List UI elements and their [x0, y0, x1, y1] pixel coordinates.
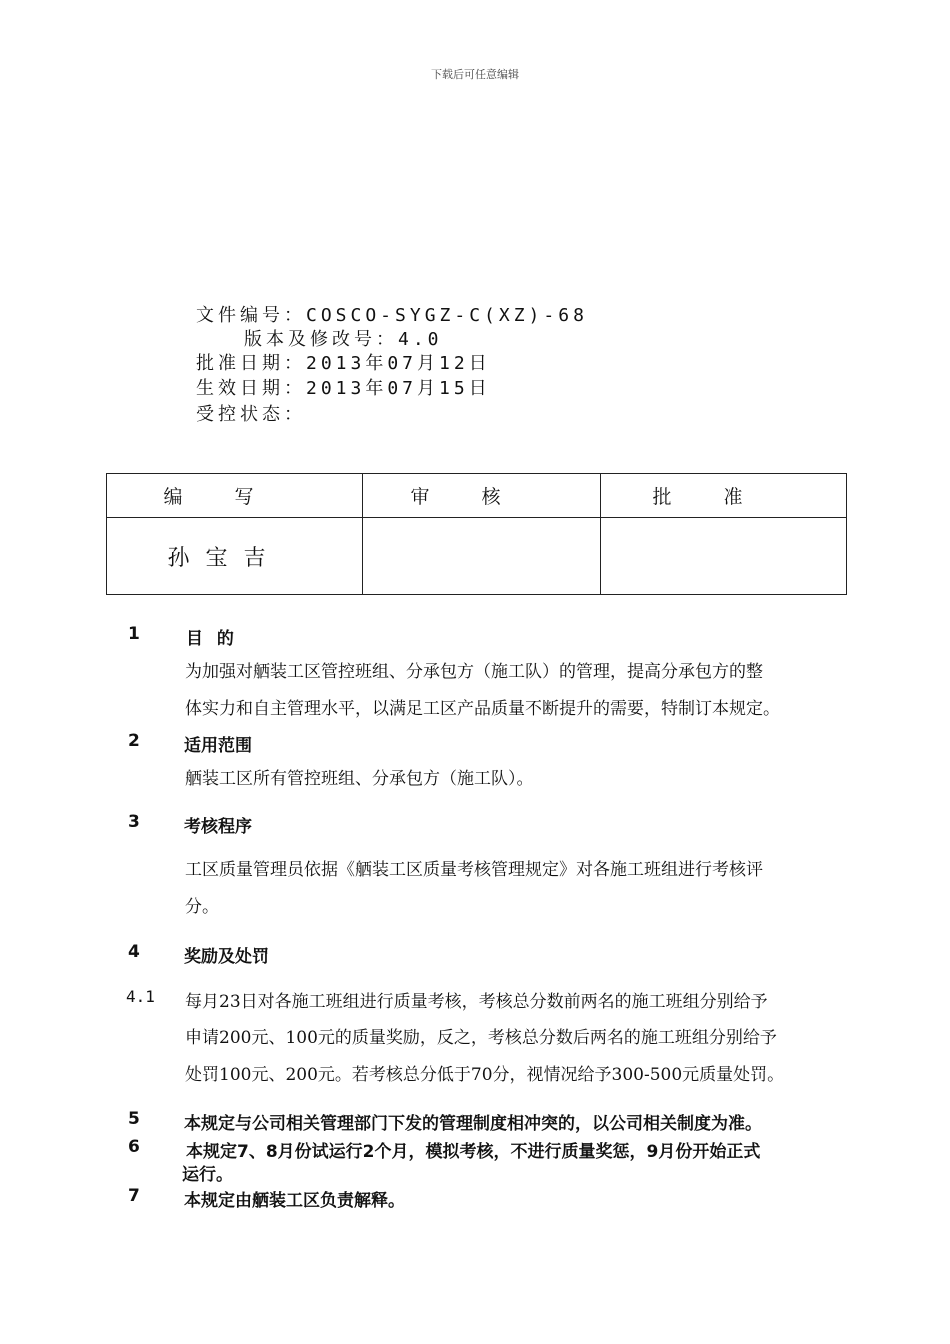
section-2-line-1: 舾装工区所有管控班组、分承包方（施工队）。 — [185, 769, 534, 789]
watermark: 下载后可任意编辑 — [431, 68, 519, 81]
signature-value-row — [107, 518, 847, 595]
section-4-1-line-3: 处罚100元、200元。若考核总分低于70分，视情况给予300-500元质量处罚。 — [185, 1065, 785, 1085]
section-7-text: 本规定由舾装工区负责解释。 — [184, 1191, 405, 1211]
signature-table — [106, 473, 847, 595]
author-cell — [107, 518, 363, 595]
section-4-1-line-1: 每月23日对各施工班组进行质量考核，考核总分数前两名的施工班组分别给予 — [185, 992, 768, 1012]
section-4-1-number: 4.1 — [126, 987, 155, 1006]
header-approver: 批准 — [601, 474, 847, 518]
section-4-1-line-2: 申请200元、100元的质量奖励，反之，考核总分数后两名的施工班组分别给予 — [185, 1028, 777, 1048]
doc-number-label: 文件编号： — [196, 305, 306, 326]
approver-cell — [601, 518, 847, 595]
effective-date: 2013年07月15日 — [306, 378, 491, 399]
section-3-title: 考核程序 — [184, 817, 252, 837]
control-status-label: 受控状态： — [196, 404, 306, 425]
section-3-line-2: 分。 — [185, 897, 219, 917]
signature-header-row — [107, 474, 847, 518]
section-6-number: 6 — [128, 1137, 140, 1157]
version-line — [244, 325, 443, 351]
approve-date-label: 批准日期： — [196, 353, 306, 374]
version: 4.0 — [398, 329, 443, 350]
section-7-number: 7 — [128, 1186, 140, 1206]
section-3-line-1: 工区质量管理员依据《舾装工区质量考核管理规定》对各施工班组进行考核评 — [185, 860, 763, 880]
effective-date-label: 生效日期： — [196, 378, 306, 399]
header-author: 编写 — [107, 474, 363, 518]
section-1-line-2: 体实力和自主管理水平，以满足工区产品质量不断提升的需要，特制订本规定。 — [185, 699, 780, 719]
header-reviewer: 审核 — [363, 474, 601, 518]
section-6-line-2: 运行。 — [182, 1165, 233, 1185]
section-3-number: 3 — [128, 812, 140, 832]
approve-date-line — [196, 349, 491, 375]
section-6-line-1: 本规定7、8月份试运行2个月，模拟考核，不进行质量奖惩，9月份开始正式 — [186, 1142, 761, 1162]
reviewer-cell — [363, 518, 601, 595]
doc-number: COSCO-SYGZ-C(XZ)-68 — [306, 305, 588, 326]
section-1-title: 目 的 — [186, 629, 238, 649]
section-1-number: 1 — [128, 624, 140, 644]
approve-date: 2013年07月12日 — [306, 353, 491, 374]
section-2-title: 适用范围 — [184, 736, 252, 756]
section-5-text: 本规定与公司相关管理部门下发的管理制度相冲突的，以公司相关制度为准。 — [184, 1114, 762, 1134]
section-1-line-1: 为加强对舾装工区管控班组、分承包方（施工队）的管理，提高分承包方的整 — [185, 662, 763, 682]
section-4-number: 4 — [128, 942, 140, 962]
section-2-number: 2 — [128, 731, 140, 751]
effective-date-line — [196, 374, 491, 400]
control-status-line — [196, 400, 306, 426]
section-5-number: 5 — [128, 1109, 140, 1129]
version-label: 版本及修改号： — [244, 329, 398, 350]
author-name: 孙宝吉 — [167, 545, 282, 571]
doc-number-line — [196, 301, 588, 327]
section-4-title: 奖励及处罚 — [184, 947, 269, 967]
